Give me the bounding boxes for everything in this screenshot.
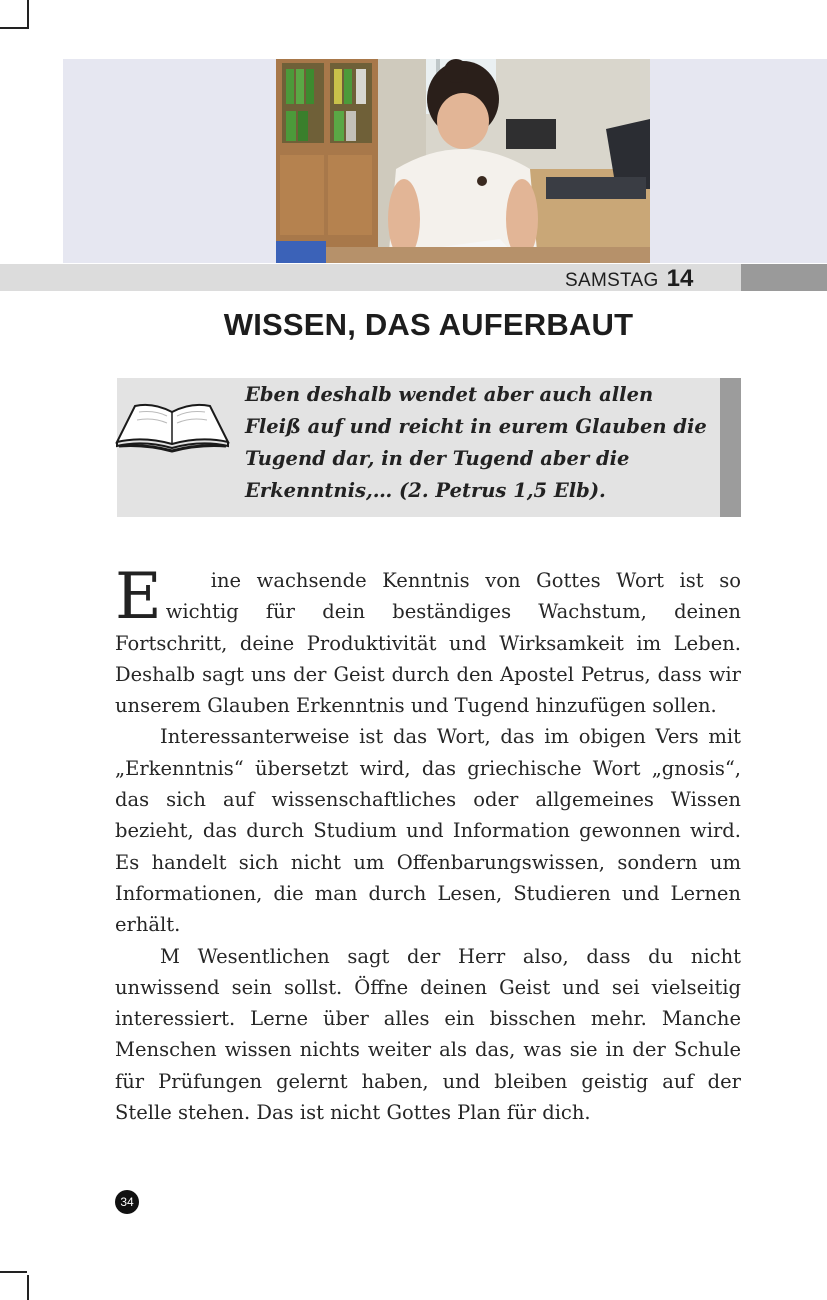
crop-mark-bottom-v [27,1275,29,1300]
body-text [115,560,741,1128]
page-number: 34 [115,1190,139,1214]
crop-mark-top-h [0,27,29,29]
verse-box-accent-bar [720,378,741,517]
day-bar [0,264,827,291]
header-photo [276,59,650,263]
paragraph-1-text: ine wachsende Kenntnis von Gottes Wort ist so wichtig für dein beständiges Wachstum, deinen Fortschritt, deine Produktivität und Wirksamkeit im Leben. Deshalb sagt uns der Geist durch den Apostel Petrus, dass wir unserem Glauben Erkenntnis und Tugend hinzufügen sollen. [115,569,741,718]
paragraph-1 [115,560,741,721]
drop-cap: E [115,560,162,634]
day-name: SAMSTAG [565,270,659,291]
crop-mark-top-v [27,0,29,29]
paragraph-3: M Wesentlichen sagt der Herr also, dass du nicht unwissend sein sollst. Öffne deinen Geist und sei vielseitig interessiert. Lerne über alles ein bisschen mehr. Manche Menschen wissen nichts weiter als das, was sie in der Schule für Prüfungen gelernt haben, und bleiben geistig auf der Stelle stehen. Das ist nicht Gottes Plan für dich. [115,944,741,1125]
day-number: 14 [666,265,694,292]
paragraph-2: Interessanterweise ist das Wort, das im obigen Vers mit „Erkenntnis“ übersetzt wird, das griechische Wort „gnosis“, das sich auf wissenschaftliches oder allgemeines Wissen bezieht, das durch Studium und Information gewonnen wird. Es handelt sich nicht um Offenbarungswissen, sondern um Informationen, die man durch Lesen, Studieren und Lernen erhält. [115,725,741,937]
verse-text: Eben deshalb wendet aber auch allen Fleiß auf und reicht in eurem Glauben die Tugend dar, in der Tugend aber die Erkenntnis,… (2. Petrus 1,5 Elb). [245,383,707,502]
open-book-icon [115,398,230,454]
day-label [565,266,693,291]
crop-mark-bottom-h [0,1271,27,1273]
page-title: WISSEN, DAS AUFERBAUT [223,307,634,342]
day-bar-accent [741,264,827,291]
